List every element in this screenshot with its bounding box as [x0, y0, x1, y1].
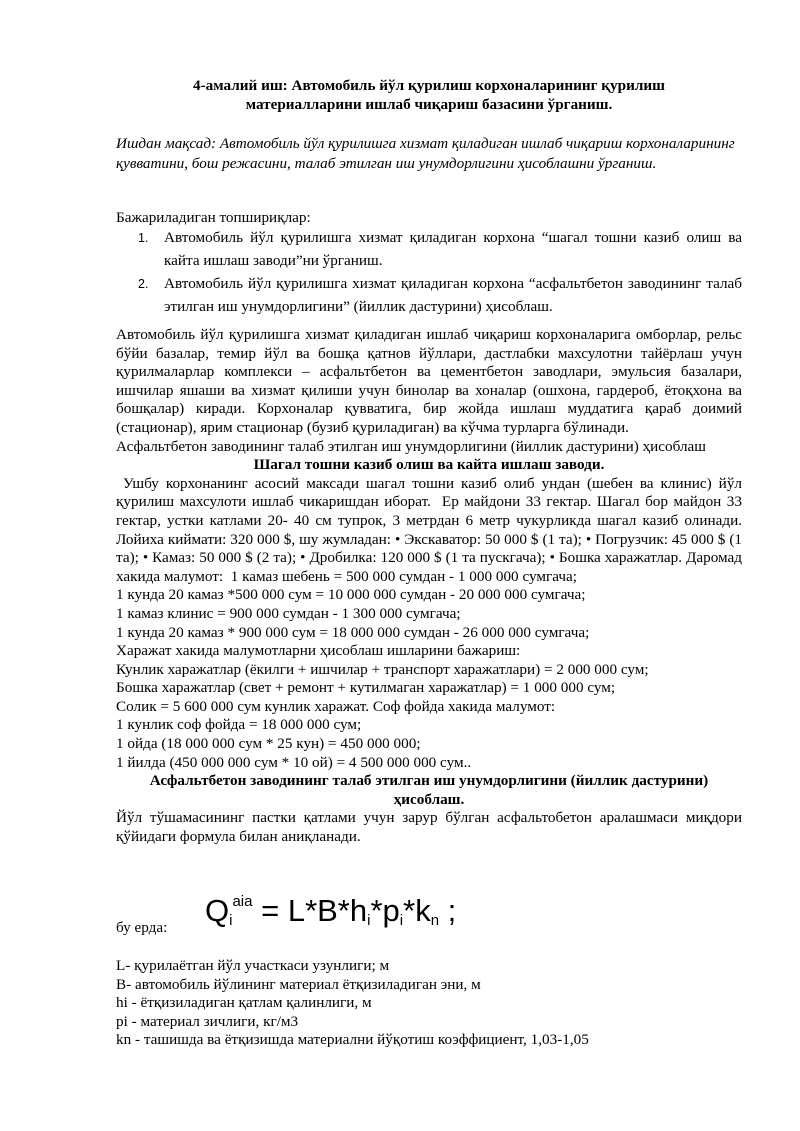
definition-item: pi - материал зичлиги, кг/м3	[116, 1012, 299, 1030]
main-text	[116, 326, 746, 847]
formula-k: *k	[403, 893, 431, 928]
where-label: бу ерда:	[116, 919, 168, 936]
definition-item: L- қурилаётган йўл участкаси узунлиги; м	[116, 957, 390, 974]
calc-line: 1 кунда 20 камаз * 900 000 сум = 18 000 000 сумдан - 26 000 000 сумгача;	[116, 623, 590, 641]
formula-h-sub: i	[367, 912, 371, 929]
title-line-2: материалларини ишлаб чиқариш базасини ўрганиш.	[245, 96, 613, 113]
tasks-list	[138, 226, 742, 318]
intro-last-line: Асфальтбетон заводининг талаб этилган иш унумдорлигини (йиллик дастурини) ҳисоблаш	[116, 437, 706, 455]
intro-paragraph: Автомобиль йўл қурилишга хизмат қиладиган ишлаб чиқариш корхоналарига омборлар, рельс бўйи базалар, темир йўл ва бошқа қатнов йўллари, дастлабки махсулотни тайёрлаш учун қурилмаларлар комплекси – асфальтбетон ва цементбетон заводлари, эмульсия базалари, ишчилар яшаши ва хизмат қилиши учун бинолар ва хоналар (ошхона, гардероб, ётоқхона ва бошқалар) киради. Корхоналар қувватига, бир жойда ишлаш муддатига қараб доимий (стационар), ярим стационар (бузиб қуриладиган) ва кўчма турларга бўлинади.	[116, 326, 742, 436]
task-item	[138, 272, 742, 318]
formula-q-sup: aia	[232, 893, 253, 910]
calc-line: 1 кунда 20 камаз *500 000 сум = 10 000 000 сумдан - 20 000 000 сумгача;	[116, 586, 586, 604]
calc-line: 1 камаз клинис = 900 000 сумдан - 1 300 000 сумгача;	[116, 604, 461, 622]
formula-q-sub: i	[229, 912, 233, 929]
calc-line: 1 кунлик соф фойда = 18 000 000 сум;	[116, 716, 362, 734]
task-number: 2.	[138, 277, 149, 291]
definition-item: kn - ташишда ва ётқизишда материални йўқотиш коэффициент, 1,03-1,05	[116, 1031, 589, 1049]
formula-k-sub: n	[430, 912, 440, 929]
calc-line: 1 йилда (450 000 000 сум * 10 ой) = 4 500 000 000 сум..	[116, 753, 472, 771]
section2-heading: Асфальтбетон заводининг талаб этилган иш унумдорлигини (йиллик дастурини) ҳисоблаш.	[149, 772, 709, 808]
calc-line: Харажат хакида малумотларни ҳисоблаш ишларини бажариш:	[116, 642, 521, 660]
task-text: Автомобиль йўл қурилишга хизмат қиладиган корхона “шагал тошни казиб олиш ва кайта ишлаш заводи”ни ўрганиш.	[164, 229, 742, 269]
formula-q: Q	[205, 893, 230, 928]
formula	[205, 882, 456, 941]
formula-eq: = L*B*h	[252, 893, 368, 928]
calc-line: Бошка харажатлар (свет + ремонт + кутилмаган харажатлар) = 1 000 000 сум;	[116, 679, 616, 697]
task-item	[138, 226, 742, 272]
calc-line: Кунлик харажатлар (ёкилги + ишчилар + транспорт харажатлари) = 2 000 000 сум;	[116, 660, 649, 678]
title-line-1: 4-амалий иш: Автомобиль йўл қурилиш корхоналарининг қурилиш	[193, 77, 665, 94]
tasks-heading: Бажариладиган топшириқлар:	[116, 209, 311, 226]
task-text: Автомобиль йўл қурилишга хизмат қиладиган корхона “асфальтбетон заводининг талаб этилган иш унумдорлигини” (йиллик дастурини) ҳисоблаш.	[164, 275, 742, 315]
calc-line: 1 ойда (18 000 000 сум * 25 кун) = 450 000 000;	[116, 735, 421, 753]
formula-p-sub: i	[399, 912, 404, 929]
formula-p: *p	[370, 893, 400, 928]
goal-paragraph: Ишдан мақсад: Автомобиль йўл қурилишга хизмат қиладиган ишлаб чиқариш корхоналарининг қувватини, бош режасини, талаб этилган иш унумдорлигини ҳисоблашни ўрганиш.	[116, 135, 735, 172]
section1-paragraph: Ушбу корхонанинг асосий максади шагал тошни казиб олиб ундан (шебен ва клинис) йўл қурилиш махсулоти ишлаб чикаришдан иборат. Ер майдони 33 гектар. Шагал бор майдон 33 гектар, устки катлами 20- 40 см тупрок, 3 метрдан 6 метр чукурликда шагал казиб олинади. Лойиха киймати: 320 000 $, шу жумладан: • Экскаватор: 50 000 $ (1 та); • Погрузчик: 45 000 $ (1 та); • Камаз: 50 000 $ (2 та); • Дробилка: 120 000 $ (1 та пускгача); • Бошка харажатлар. Даромад хакида малумот: 1 камаз шебень = 500 000 сумдан - 1 000 000 сумгача;	[116, 474, 746, 585]
formula-end: ;	[439, 893, 457, 928]
definition-item: hi - ётқизиладиган қатлам қалинлиги, м	[116, 994, 372, 1012]
section1-heading: Шагал тошни казиб олиш ва кайта ишлаш заводи.	[253, 456, 605, 474]
definitions-list	[116, 957, 742, 1050]
calc-line: Солик = 5 600 000 сум кунлик харажат. Соф фойда хакида малумот:	[116, 697, 556, 715]
task-number: 1.	[138, 231, 149, 245]
definition-item: B- автомобиль йўлининг материал ётқизиладиган эни, м	[116, 975, 481, 993]
section2-paragraph: Йўл тўшамасининг пастки қатлами учун зарур бўлган асфальтобетон аралашмаси миқдори қўйидаги формула билан аниқланади.	[116, 809, 742, 846]
document-title	[116, 76, 742, 114]
